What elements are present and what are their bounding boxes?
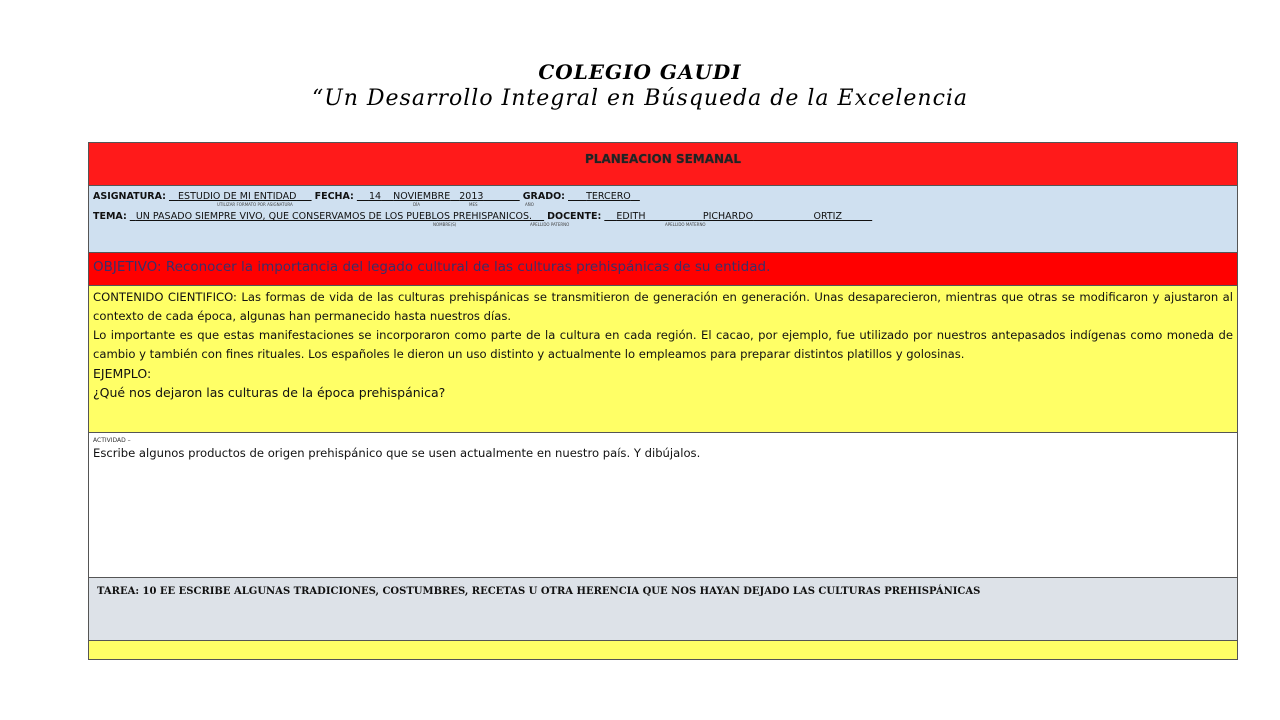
docente-materno: ORTIZ: [813, 211, 842, 222]
grado-value: TERCERO: [586, 191, 631, 202]
fecha-label: FECHA:: [314, 191, 354, 202]
fecha-value: [357, 191, 520, 202]
tema-value: UN PASADO SIEMPRE VIVO, QUE CONSERVAMOS DE LOS PUEBLOS PREHISPANICOS.: [135, 211, 532, 222]
asignatura-value: ESTUDIO DE MI ENTIDAD: [178, 191, 297, 202]
plan-info-cell: [89, 186, 1238, 253]
docente-paterno: PICHARDO: [702, 211, 754, 222]
hint-mes: MES: [469, 202, 478, 207]
tarea-text: TAREA: 10 EE ESCRIBE ALGUNAS TRADICIONES, COSTUMBRES, RECETAS U OTRA HERENCIA QUE NOS HAYAN DEJADO LAS CULTURAS PREHISPÁNICAS: [97, 586, 981, 597]
plan-title-cell: [89, 143, 1238, 186]
contenido-paragraph-1: CONTENIDO CIENTIFICO: Las formas de vida de las culturas prehispánicas se transmitieron de generación en generación. Unas desaparecieron, mientras que otras se modificaron y ajustaron al contexto de cada época, algunas han permanecido hasta nuestros días.: [93, 290, 1233, 323]
actividad-text: Escribe algunos productos de origen prehispánico que se usen actualmente en nuestro país. Y dibújalos.: [93, 446, 701, 460]
docente-label: DOCENTE:: [547, 211, 602, 222]
hint-dia: DÍA: [413, 202, 420, 207]
hint-asignatura: UTILIZAR FORMATO POR ASIGNATURA: [217, 202, 293, 207]
asignatura-label: ASIGNATURA:: [93, 191, 166, 202]
objetivo-cell: [89, 253, 1238, 286]
fecha-anio: 2013: [459, 191, 484, 202]
fecha-dia: 14: [368, 191, 382, 202]
hint-anio: AÑO: [525, 202, 534, 207]
weekly-plan-table: [88, 142, 1238, 660]
hint-materno: APELLIDO MATERNO: [665, 222, 706, 227]
grado-label: GRADO:: [522, 191, 565, 202]
objetivo-text: OBJETIVO: Reconocer la importancia del legado cultural de las culturas prehispánicas de su entidad.: [93, 259, 771, 275]
document-header: [0, 60, 1280, 111]
contenido-paragraph-2: Lo importante es que estas manifestaciones se incorporaron como parte de la cultura en cada región. El cacao, por ejemplo, fue utilizado por nuestros antepasados indígenas como moneda de cambio y también con fines rituales. Los españoles le dieron un uso distinto y actualmente lo empleamos para preparar distintos platillos y golosinas.: [93, 328, 1233, 361]
plan-title: PLANEACION SEMANAL: [585, 152, 741, 166]
contenido-cell: [89, 286, 1238, 433]
teacher-hints-row: [93, 222, 1233, 228]
docente-nombre: EDITH: [616, 211, 646, 222]
docente-value: [604, 211, 872, 222]
footer-cell: [89, 641, 1238, 660]
actividad-label: ACTIVIDAD –: [93, 437, 131, 444]
tarea-cell: [89, 578, 1238, 641]
tema-docente-line: [93, 211, 1233, 222]
subject-date-grade-line: [93, 191, 1233, 202]
fecha-mes: NOVIEMBRE: [393, 191, 451, 202]
hint-paterno: APELLIDO PATERNO: [530, 222, 570, 227]
hint-nombre: NOMBRE(S): [433, 222, 457, 227]
actividad-cell: [89, 433, 1238, 578]
school-motto: “Un Desarrollo Integral en Búsqueda de la Excelencia: [311, 86, 969, 111]
date-hints-row: [93, 202, 1233, 208]
ejemplo-label: EJEMPLO:: [93, 366, 152, 381]
tema-label: TEMA:: [93, 211, 127, 222]
school-name: COLEGIO GAUDI: [538, 60, 742, 84]
ejemplo-question: ¿Qué nos dejaron las culturas de la época prehispánica?: [93, 385, 446, 400]
